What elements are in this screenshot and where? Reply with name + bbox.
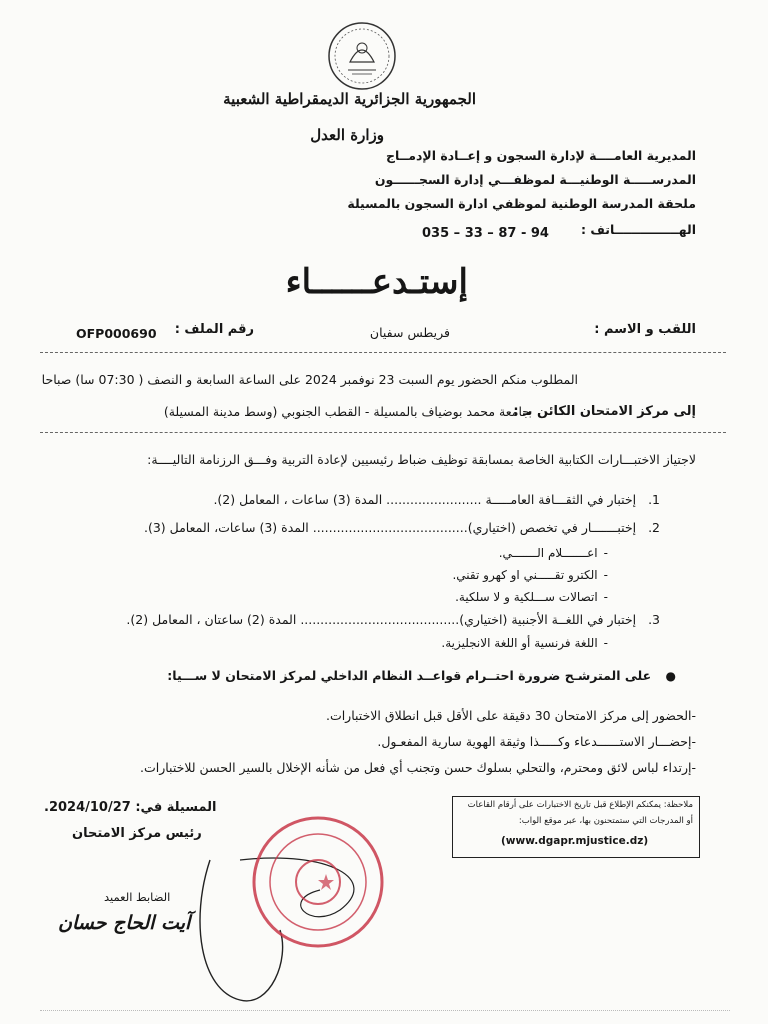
republic-name: الجمهورية الجزائرية الديمقراطية الشعبية <box>223 90 476 108</box>
rules-heading-text: على المترشـح ضرورة احتــرام قواعــد النظام الداخلي لمركز الامتحان لا ســـيا: <box>167 668 652 683</box>
divider <box>40 432 726 433</box>
exam-item-2 <box>144 520 660 535</box>
rule-item: -إرتداء لباس لائق ومحترم، والتحلي بسلوك حسن وتجنب أي فعل من شأنه الإخلال بالسير الحسن للاختبارات. <box>139 760 696 775</box>
phone-number: 035 – 33 – 87 - 94 <box>422 226 549 241</box>
exam-number: 1. <box>648 492 660 507</box>
exam-text: إختبـــــــار في تخصص (اختياري)....................................... المدة (3) ساعات، المعامل (3). <box>143 520 637 535</box>
place-date: المسيلة في: 2024/10/27. <box>44 800 217 815</box>
signatory-rank: الضابط العميد <box>104 890 171 904</box>
summons-line: المطلوب منكم الحضور يوم السبت 23 نوفمبر 2024 على الساعة السابعة و النصف ( 07:30 سا) صباحا <box>41 372 578 387</box>
school-name: المدرســـــة الوطنيـــة لموظفـــي إدارة السجــــــون <box>374 172 696 187</box>
exam-text: إختبار في الثقـــافة العامـــــة ........................ المدة (3) ساعات ، المعامل (2). <box>213 492 637 507</box>
divider <box>40 352 726 353</box>
rule-item: -الحضور إلى مركز الامتحان 30 دقيقة على الأقل قبل انطلاق الاختبارات. <box>325 708 696 723</box>
name-label: اللقب و الاسم : <box>594 322 696 337</box>
annex-name: ملحقة المدرسة الوطنية لموظفي ادارة السجون بالمسيلة <box>347 196 696 211</box>
bullet-icon: ● <box>665 669 676 683</box>
exam-subitem: - اللغة فرنسية أو اللغة الانجليزية. <box>441 636 608 650</box>
signatory-name: آيت الحاج حسان <box>58 912 191 934</box>
exam-number: 2. <box>648 520 660 535</box>
phone-label: الهـــــــــــــــاتف : <box>581 222 696 237</box>
state-emblem <box>326 18 398 94</box>
exam-item-3 <box>126 612 660 627</box>
official-stamp <box>248 812 388 952</box>
rules-heading <box>167 668 676 683</box>
exam-center-value: جامعة محمد بوضياف بالمسيلة - القطب الجنوبي (وسط مدينة المسيلة) <box>163 404 530 419</box>
name-value: فريطس سفيان <box>369 325 450 340</box>
rule-item: -إحضـــار الاستــــــدعاء وكـــــذا وثيقة الهوية سارية المفعـول. <box>377 734 696 749</box>
bottom-margin-marks <box>40 1010 730 1011</box>
exam-subitem: - اعـــــــلام الـــــــي. <box>499 546 608 560</box>
exam-subitem: - اتصالات ســـلكية و لا سلكية. <box>455 590 608 604</box>
exam-intro: لاجتياز الاختبـــارات الكتابية الخاصة بمسابقة توظيف ضباط رئيسيين لإعادة التربية وفـــق الرزنامة التاليــــة: <box>147 452 696 467</box>
exam-subitem: - الكترو تقـــــني او كهرو تقني. <box>452 568 608 582</box>
note-line-1: ملاحظة: يمكنكم الإطلاع قبل تاريخ الاختبارات على أرقام القاعات <box>467 800 693 810</box>
file-label: رقم الملف : <box>174 322 254 337</box>
note-line-2: أو المدرجات التي ستمتحنون بها، عبر موقع الواب: <box>518 816 693 826</box>
directorate-name: المديرية العامــــة لإدارة السجون و إعــادة الإدمــاج <box>386 148 696 163</box>
exam-item-1 <box>213 492 660 507</box>
note-url[interactable]: (www.dgapr.mjustice.dz) <box>501 835 649 847</box>
exam-text: إختبار في اللغــة الأجنبية (اختياري)........................................ المدة (2) ساعتان ، المعامل (2). <box>126 612 637 627</box>
signatory-role: رئيس مركز الامتحان <box>72 826 202 841</box>
ministry-name: وزارة العدل <box>310 126 384 144</box>
exam-center-label: إلى مركز الامتحان الكائن بـ : <box>513 404 696 419</box>
exam-number: 3. <box>648 612 660 627</box>
document-title: إستـدعــــــاء <box>285 262 468 302</box>
file-value: OFP000690 <box>76 326 157 341</box>
note-box <box>452 796 700 858</box>
